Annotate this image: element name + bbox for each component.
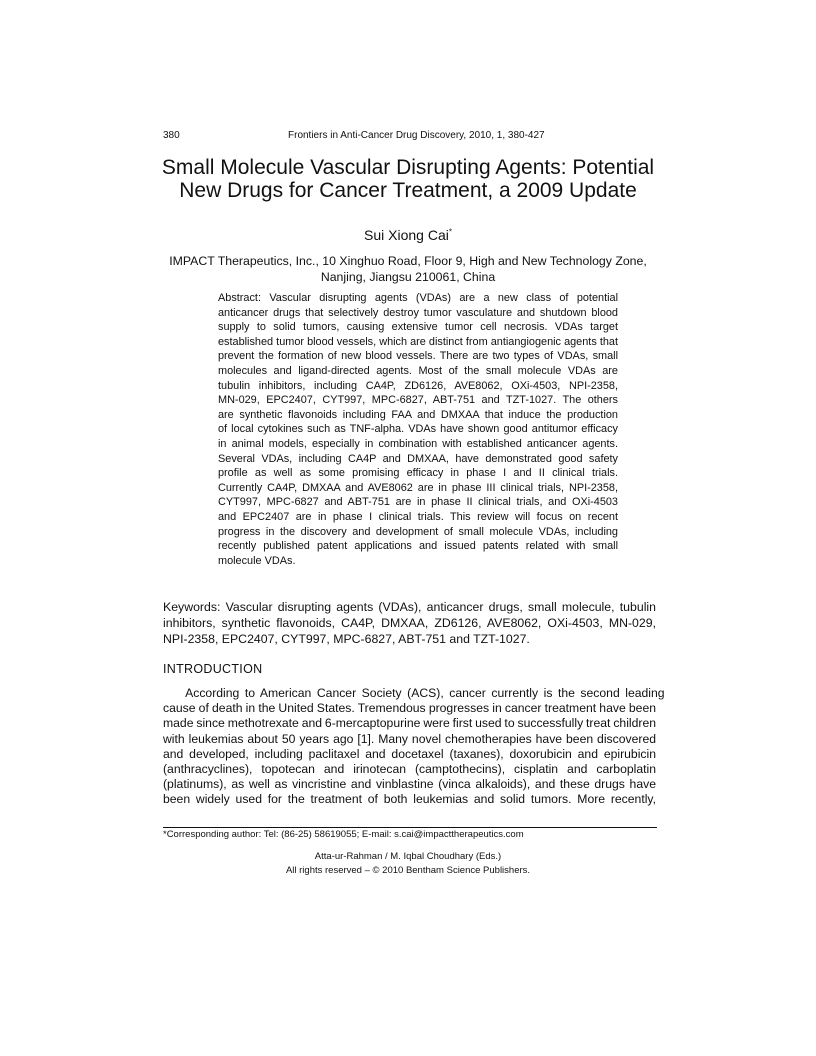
page-number: 380	[163, 130, 180, 141]
paragraph-line: with leukemias about 50 years ago [1]. Many novel chemotherapies have been discovered	[163, 731, 656, 746]
title-line: New Drugs for Cancer Treatment, a 2009 Update	[179, 179, 637, 202]
abstract-line: anticancer drugs that selectively destroy tumor vasculature and shutdown blood	[218, 306, 618, 319]
paragraph-line: (anthracyclines), topotecan and irinotecan (camptothecins), cisplatin and carboplatin	[163, 762, 656, 776]
abstract-line: in animal models, especially in combination with established anticancer agents.	[218, 438, 618, 450]
paragraph-line: and developed, including paclitaxel and docetaxel (taxanes), doxorubicin and epirubicin	[163, 746, 656, 761]
abstract-line: Abstract: Vascular disrupting agents (VDAs) are a new class of potential	[218, 292, 618, 304]
abstract-line: of local cytokines such as TNF-alpha. VDAs have shown good antitumor efficacy	[218, 423, 618, 436]
keywords-line: NPI-2358, EPC2407, CYT997, MPC-6827, ABT-751 and TZT-1027.	[163, 632, 530, 646]
affiliation-line: IMPACT Therapeutics, Inc., 10 Xinghuo Road, Floor 9, High and New Technology Zone,	[169, 254, 647, 268]
abstract-line: recently published patent applications and issued patents related with small	[218, 540, 618, 553]
paragraph-line: (platinums), as well as vincristine and vinblastine (vinca alkaloids), and these drugs have	[163, 777, 656, 792]
affiliation-line: Nanjing, Jiangsu 210061, China	[320, 270, 496, 284]
abstract-line: established tumor blood vessels, which are distinct from antiangiogenic agents that	[218, 335, 618, 348]
section-heading: INTRODUCTION	[163, 662, 263, 676]
abstract-line: MN-029, EPC2407, CYT997, MPC-6827, ABT-751 and TZT-1027. The others	[218, 394, 618, 407]
footnote-divider	[163, 827, 657, 828]
abstract-line: Currently CA4P, DMXAA and AVE8062 are in phase III clinical trials, NPI-2358,	[218, 481, 618, 494]
abstract-line: prevent the formation of new blood vessels. There are two types of VDAs, small	[218, 350, 618, 363]
abstract-line: progress in the discovery and development of small molecule VDAs, including	[218, 525, 618, 538]
abstract-line: Several VDAs, including CA4P and DMXAA, have demonstrated good safety	[218, 452, 618, 465]
author	[0, 227, 816, 243]
paragraph-line: made since methotrexate and 6-mercaptopurine were first used to successfully treat children	[163, 716, 656, 731]
keywords-line: inhibitors, synthetic flavonoids, CA4P, DMXAA, ZD6126, AVE8062, OXi-4503, MN-029,	[163, 616, 656, 630]
abstract-line: tubulin inhibitors, including CA4P, ZD6126, AVE8062, OXi-4503, NPI-2358,	[218, 379, 618, 392]
paragraph-line: been widely used for the treatment of both leukemias and solid tumors. More recently,	[163, 792, 656, 807]
abstract-line: supply to solid tumors, causing extensive tumor cell necrosis. VDAs target	[218, 321, 618, 334]
editors: Atta-ur-Rahman / M. Iqbal Choudhary (Eds.)	[314, 851, 502, 862]
abstract-line: molecules and ligand-directed agents. Most of the small molecule VDAs are	[218, 365, 618, 377]
abstract-line: profile as well as some promising efficacy in phase I and II clinical trials.	[218, 467, 618, 480]
abstract-line: CYT997, MPC-6827 and ABT-751 are in phase II clinical trials, and OXi-4503	[218, 496, 618, 509]
abstract-line: molecule VDAs.	[218, 554, 296, 567]
keywords-line: Keywords: Vascular disrupting agents (VDAs), anticancer drugs, small molecule, tubulin	[163, 600, 656, 614]
paragraph-line: cause of death in the United States. Tremendous progresses in cancer treatment have been	[163, 701, 656, 716]
footnote: *Corresponding author: Tel: (86-25) 58619055; E-mail: s.cai@impacttherapeutics.com	[163, 829, 524, 840]
abstract-line: and EPC2407 are in phase I clinical trials. This review will focus on recent	[218, 511, 618, 523]
corresponding-mark: *	[448, 227, 452, 237]
author-name: Sui Xiong Cai	[364, 227, 449, 243]
paragraph-line: According to American Cancer Society (ACS), cancer currently is the second leading	[163, 686, 665, 700]
abstract-line: are synthetic flavonoids including FAA and DMXAA that induce the production	[218, 408, 618, 421]
journal-citation: Frontiers in Anti-Cancer Drug Discovery, 2010, 1, 380-427	[288, 130, 545, 141]
copyright: All rights reserved – © 2010 Bentham Science Publishers.	[285, 865, 531, 876]
title-line: Small Molecule Vascular Disrupting Agents: Potential	[161, 156, 655, 179]
